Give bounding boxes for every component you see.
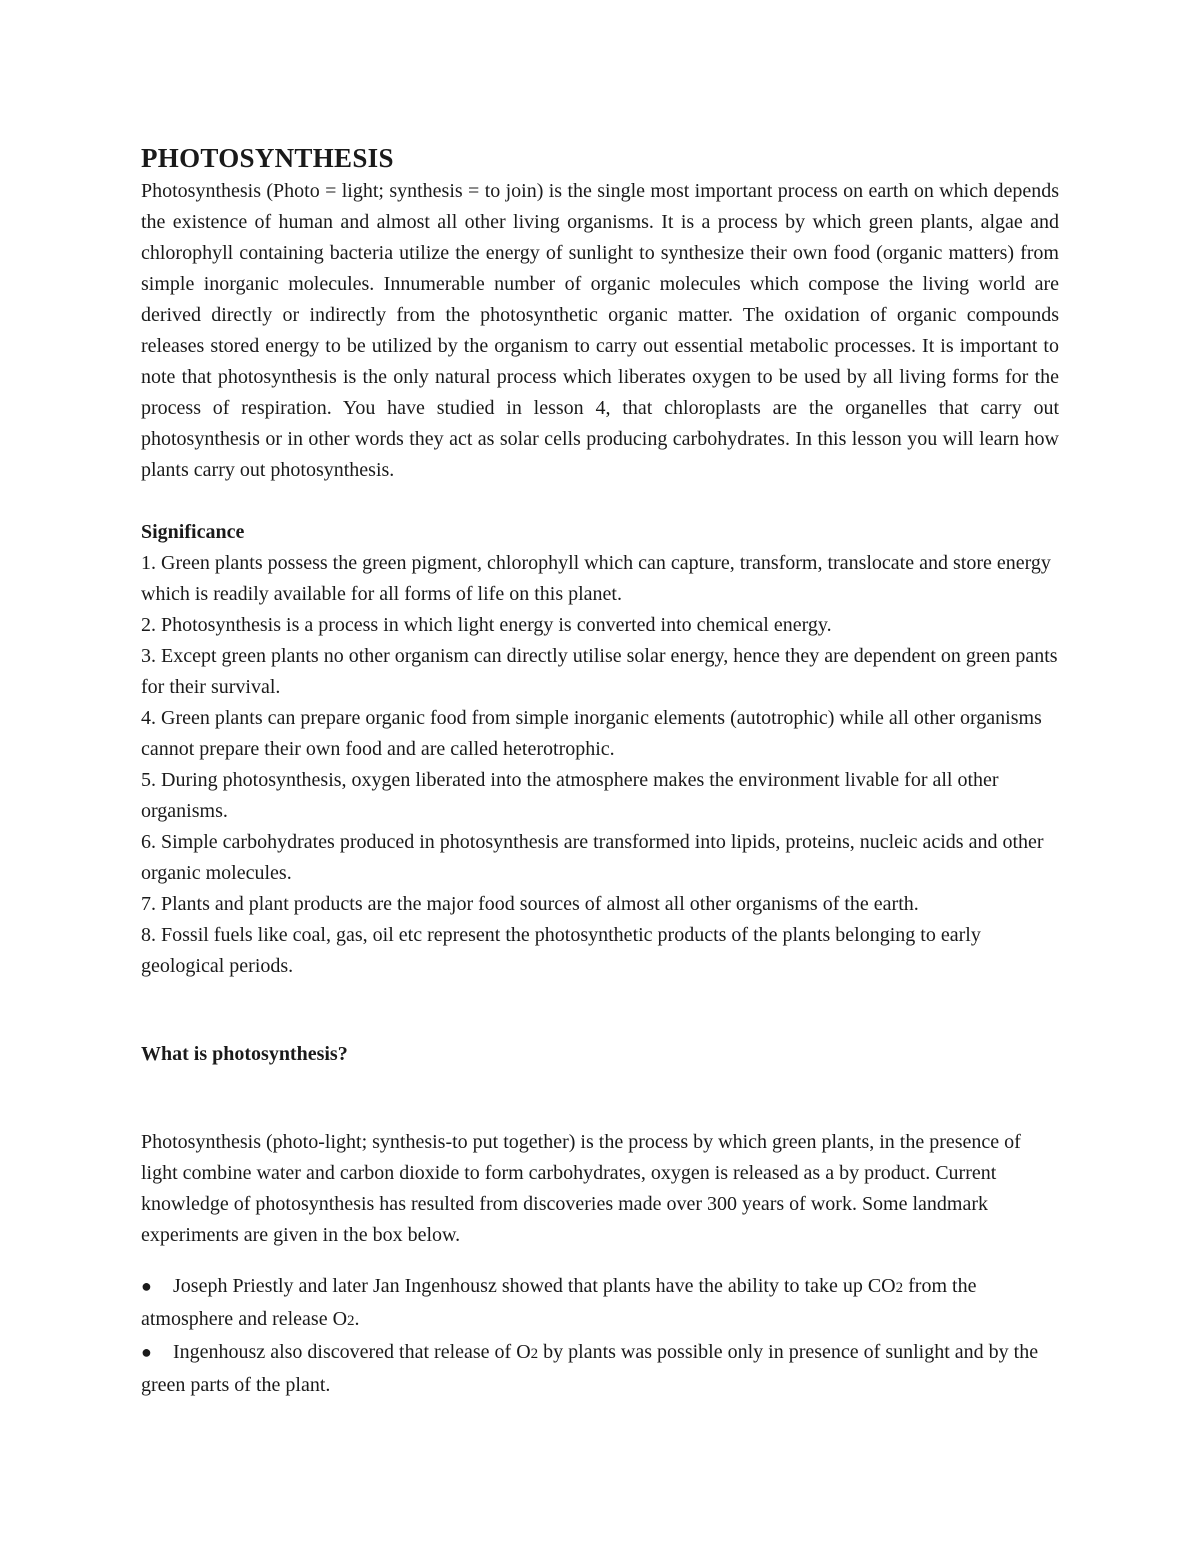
document-page xyxy=(141,140,1059,1401)
significance-item: 1. Green plants possess the green pigment, chlorophyll which can capture, transform, translocate and store energy which is readily available for all forms of life on this planet. xyxy=(141,552,1051,605)
significance-item: 4. Green plants can prepare organic food from simple inorganic elements (autotrophic) while all other organisms cannot prepare their own food and are called heterotrophic. xyxy=(141,707,1042,760)
page-title: PHOTOSYNTHESIS xyxy=(141,143,394,173)
bullet-item: ● Joseph Priestly and later Jan Ingenhousz showed that plants have the ability to take up CO2 from the atmosphere and release O2. xyxy=(141,1271,1059,1337)
what-heading: What is photosynthesis? xyxy=(141,1043,348,1065)
significance-item: 7. Plants and plant products are the major food sources of almost all other organisms of the earth. xyxy=(141,893,919,915)
significance-item: 3. Except green plants no other organism can directly utilise solar energy, hence they are dependent on green pants for their survival. xyxy=(141,645,1058,698)
bullet-item: ● Ingenhousz also discovered that release of O2 by plants was possible only in presence of sunlight and by the green parts of the plant. xyxy=(141,1337,1059,1401)
bullet-icon: ● xyxy=(141,1342,152,1362)
intro-paragraph: Photosynthesis (Photo = light; synthesis = to join) is the single most important process on earth on which depends the existence of human and almost all other living organisms. It is a process by which green plants, algae and chlorophyll containing bacteria utilize the energy of sunlight to synthesize their own food (organic matters) from simple inorganic molecules. Innumerable number of organic molecules which compose the living world are derived directly or indirectly from the photosynthetic organic matter. The oxidation of organic compounds releases stored energy to be utilized by the organism to carry out essential metabolic processes. It is important to note that photosynthesis is the only natural process which liberates oxygen to be used by all living forms for the process of respiration. You have studied in lesson 4, that chloroplasts are the organelles that carry out photosynthesis or in other words they act as solar cells producing carbohydrates. In this lesson you will learn how plants carry out photosynthesis. xyxy=(141,180,1059,481)
significance-item: 2. Photosynthesis is a process in which light energy is converted into chemical energy. xyxy=(141,614,832,636)
what-paragraph: Photosynthesis (photo-light; synthesis-to put together) is the process by which green plants, in the presence of light combine water and carbon dioxide to form carbohydrates, oxygen is released as a by product. Current knowledge of photosynthesis has resulted from discoveries made over 300 years of work. Some landmark experiments are given in the box below. xyxy=(141,1131,1021,1246)
significance-item: 6. Simple carbohydrates produced in photosynthesis are transformed into lipids, proteins, nucleic acids and other organic molecules. xyxy=(141,831,1044,884)
bullet-icon: ● xyxy=(141,1276,152,1296)
significance-item: 8. Fossil fuels like coal, gas, oil etc represent the photosynthetic products of the plants belonging to early geological periods. xyxy=(141,924,981,977)
significance-item: 5. During photosynthesis, oxygen liberated into the atmosphere makes the environment livable for all other organisms. xyxy=(141,769,999,822)
significance-list xyxy=(141,548,1059,982)
significance-heading: Significance xyxy=(141,521,245,543)
